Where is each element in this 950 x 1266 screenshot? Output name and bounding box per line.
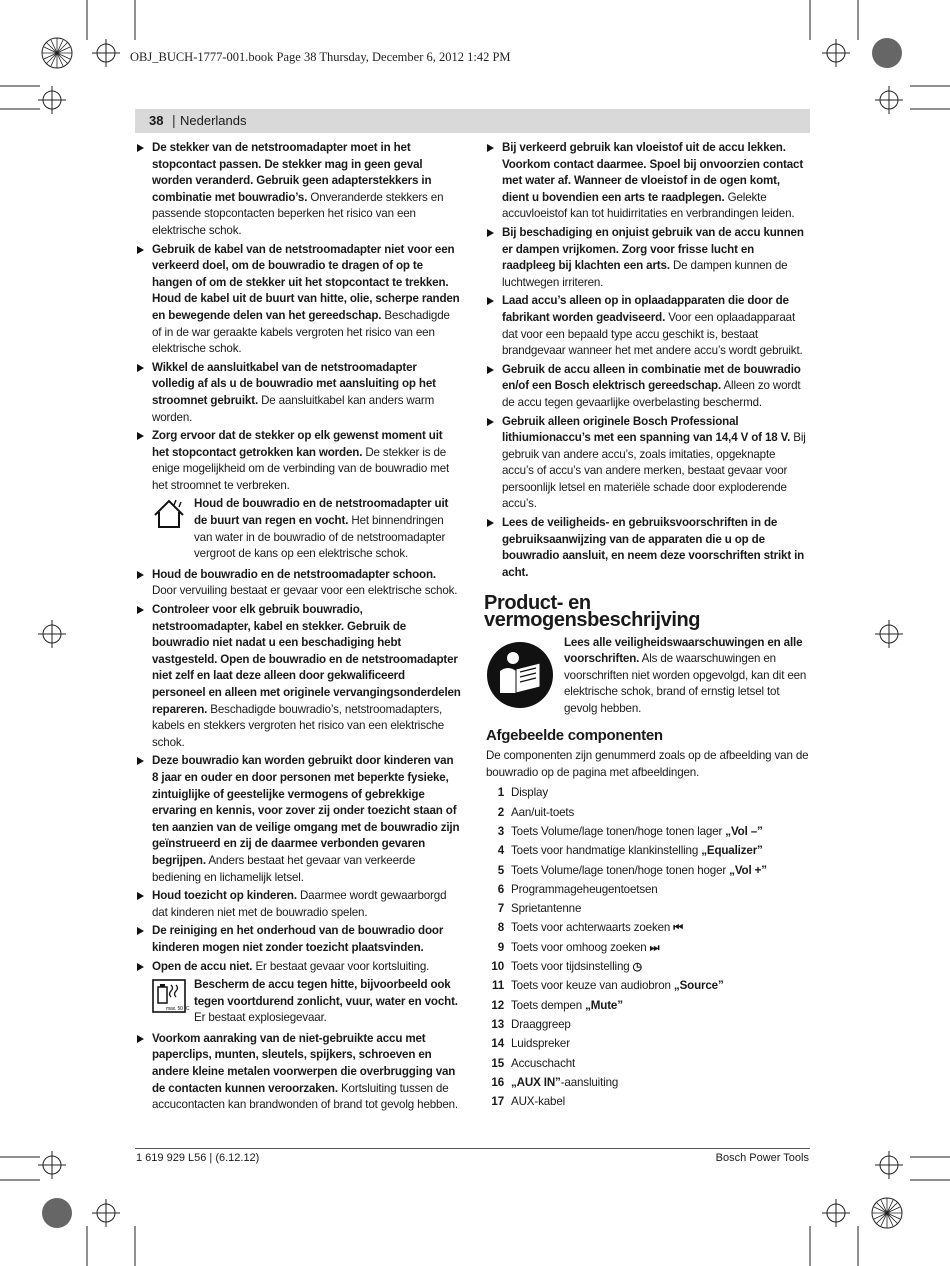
component-item [486, 901, 809, 920]
component-number: 9 [497, 940, 504, 954]
component-item [486, 978, 809, 997]
component-label: Toets voor omhoog zoeken [511, 940, 647, 954]
safety-bullet: Wikkel de aansluitkabel van de netstroomadapter volledig af als u de bouwradio met aansluiting op het stroomnet gebruikt. De aansluitkabel kan anders warm worden. [136, 360, 461, 426]
safety-bullet: Gebruik alleen originele Bosch Professional lithiumionaccu’s met een spanning van 14,4 V of 18 V. Bij gebruik van andere accu’s, zoals imitaties, opgeknapte accu’s of accu’s van andere merken, bestaat gevaar voor persoonlijk letsel en materiële schade door exploderende accu’s. [486, 414, 809, 514]
component-number: 8 [497, 921, 504, 935]
component-label: Toets dempen [511, 998, 586, 1012]
components-list [486, 785, 809, 1113]
component-item [486, 998, 809, 1017]
component-number: 17 [491, 1095, 504, 1109]
component-item [486, 1056, 809, 1075]
footer-brand: Bosch Power Tools [715, 1152, 809, 1164]
component-key-label: „Source” [673, 979, 724, 993]
safety-bullet: Houd toezicht op kinderen. Daarmee wordt gewaarborgd dat kinderen niet met de bouwradio spelen. [136, 888, 461, 921]
safety-bullet: Deze bouwradio kan worden gebruikt door kinderen van 8 jaar en ouder en door personen met beperkte fysieke, zintuiglijke of geestelijke vermogens of gebrekkige ervaring en kennis, voor zover zij onder toezicht staan of ten aanzien van de veilige omgang met de bouwradio zijn geïnstrueerd en zij de daarmee verbonden gevaren begrijpen. Anders bestaat het gevaar van verkeerde bediening en lichamelijk letsel. [136, 753, 461, 886]
component-key-label: „Vol +” [729, 863, 767, 877]
safety-bullet: Voorkom aanraking van de niet-gebruikte accu met paperclips, munten, sleutels, spijkers, schroeven en andere kleine metalen voorwerpen die overbrugging van de contacten kunnen veroorzaken. Kortsluiting tussen de accucontacten kan brandwonden of brand tot gevolg hebben. [136, 1031, 461, 1114]
component-key-label: „AUX IN” [511, 1075, 561, 1089]
house-rain-icon [152, 498, 186, 530]
component-item [486, 824, 809, 843]
header-separator: | [172, 112, 176, 128]
component-item [486, 940, 809, 959]
component-number: 4 [497, 844, 504, 858]
component-key-label: „Vol –” [725, 824, 763, 838]
safety-bullet: Lees de veiligheids- en gebruiksvoorschriften in de gebruiksaanwijzing van de apparaten die u op de bouwradio aansluit, en neem deze voorschriften strikt in acht. [486, 515, 809, 581]
safety-bullet: Bij verkeerd gebruik kan vloeistof uit de accu lekken. Voorkom contact daarmee. Spoel bij onvoorzien contact met water af. Wanneer de vloeistof in de ogen komt, dient u bovendien een arts te raadplegen. Gelekte accuvloeistof kan tot huidirritaties en verbrandingen leiden. [486, 140, 809, 223]
read-manual-note: Lees alle veiligheidswaarschuwingen en alle voorschriften. Als de waarschuwingen en voorschriften niet worden opgevolgd, kan dit een elektrische schok, brand of ernstig letsel tot gevolg hebben. [486, 635, 809, 718]
component-label: Accuschacht [511, 1056, 576, 1070]
component-number: 6 [497, 882, 504, 896]
component-item [486, 959, 809, 978]
component-item [486, 920, 809, 939]
read-manual-icon [486, 641, 554, 709]
component-item [486, 1094, 809, 1113]
battery-heat-note: max. 50 °C Bescherm de accu tegen hitte, bijvoorbeeld ook tegen voortdurend zonlicht, vuur, water en vocht. Er bestaat explosiegevaar. [136, 977, 461, 1027]
component-item [486, 863, 809, 882]
component-symbol-icon: ◷ [632, 961, 642, 974]
component-number: 16 [491, 1075, 504, 1089]
component-label: Draaggreep [511, 1017, 571, 1031]
component-label: Toets Volume/lage tonen/hoge tonen lager [511, 824, 726, 838]
component-key-label: „Mute” [585, 998, 623, 1012]
component-label: Programmageheugentoetsen [511, 882, 658, 896]
component-label: Toets Volume/lage tonen/hoge tonen hoger [511, 863, 730, 877]
component-label: Display [511, 786, 548, 800]
components-intro: De componenten zijn genummerd zoals op de afbeelding van de bouwradio op de pagina met afbeeldingen. [486, 749, 809, 779]
component-label: Aan/uit-toets [511, 805, 575, 819]
footer-rule [135, 1148, 810, 1149]
safety-bullet: Gebruik de kabel van de netstroomadapter niet voor een verkeerd doel, om de bouwradio te dragen of op te hangen of om de stekker uit het stopcontact te trekken. Houd de kabel uit de buurt van hitte, olie, scherpe randen en bewegende delen van het gereedschap. Beschadigde of in de war geraakte kabels vergroten het risico van een elektrische schok. [136, 242, 461, 358]
component-number: 14 [491, 1037, 504, 1051]
safety-bullet: Open de accu niet. Er bestaat gevaar voor kortsluiting. [136, 959, 461, 976]
safety-bullet: Bij beschadiging en onjuist gebruik van de accu kunnen er dampen vrijkomen. Zorg voor frisse lucht en raadpleeg bij klachten een arts. De dampen kunnen de luchtwegen irriteren. [486, 225, 809, 291]
component-number: 11 [492, 979, 504, 993]
component-item [486, 805, 809, 824]
component-label: Sprietantenne [511, 902, 582, 916]
component-label: Toets voor tijdsinstelling [511, 960, 630, 974]
header-language: Nederlands [180, 113, 247, 128]
component-number: 5 [497, 863, 504, 877]
svg-text:max. 50 °C: max. 50 °C [166, 1006, 190, 1013]
rain-warning-note: Houd de bouwradio en de netstroomadapter uit de buurt van regen en vocht. Het binnendringen van water in de bouwradio of de netstroomadapter vergroot de kans op een elektrische schok. [136, 496, 461, 562]
component-label: AUX-kabel [511, 1095, 566, 1109]
page-number: 38 [149, 113, 164, 128]
safety-bullet: Zorg ervoor dat de stekker op elk gewenst moment uit het stopcontact getrokken kan worden. De stekker is de enige mogelijkheid om de verbinding van de bouwradio met het stroomnet te verbreken. [136, 428, 461, 494]
safety-bullet: De stekker van de netstroomadapter moet in het stopcontact passen. De stekker mag in geen geval worden veranderd. Gebruik geen adapterstekkers in combinatie met bouwradio’s. Onveranderde stekkers en passende stopcontacten beperken het risico van een elektrische schok. [136, 140, 461, 240]
component-item [486, 785, 809, 804]
component-label: Luidspreker [511, 1037, 570, 1051]
component-item [486, 1036, 809, 1055]
component-label: Toets voor achterwaarts zoeken [511, 921, 671, 935]
footer-doc-number: 1 619 929 L56 | (6.12.12) [136, 1152, 260, 1164]
safety-bullet: Houd de bouwradio en de netstroomadapter schoon. Door vervuiling bestaat er gevaar voor een elektrische schok. [136, 567, 461, 600]
section-title: Product- en vermogensbeschrijving [484, 592, 701, 632]
component-label: -aansluiting [560, 1075, 619, 1089]
component-number: 10 [491, 960, 504, 974]
component-number: 13 [491, 1017, 504, 1031]
battery-heat-icon [152, 979, 190, 1013]
component-label: Toets voor keuze van audiobron [511, 979, 674, 993]
safety-bullet: Gebruik de accu alleen in combinatie met de bouwradio en/of een Bosch elektrisch gereedschap. Alleen zo wordt de accu tegen gevaarlijke overbelasting beschermd. [486, 362, 809, 412]
component-number: 7 [497, 902, 504, 916]
component-number: 3 [497, 824, 504, 838]
left-column [136, 140, 461, 1116]
safety-bullet: Controleer voor elk gebruik bouwradio, netstroomadapter, kabel en stekker. Gebruik de bouwradio niet nadat u een beschadiging hebt vastgesteld. Open de bouwradio en de netstroomadapter niet zelf en laat deze alleen door gekwalificeerd personeel en alleen met originele vervangingsonderdelen repareren. Beschadigde bouwradio’s, netstroomadapters, kabels en stekkers vergroten het risico van een elektrische schok. [136, 602, 461, 751]
component-symbol-icon: ⏮ [673, 922, 683, 935]
component-number: 15 [491, 1056, 504, 1070]
component-key-label: „Equalizer” [701, 844, 763, 858]
prepress-slug: OBJ_BUCH-1777-001.book Page 38 Thursday, December 6, 2012 1:42 PM [130, 50, 511, 64]
right-column [486, 140, 809, 1113]
component-item [486, 843, 809, 862]
safety-bullet: Laad accu’s alleen op in oplaadapparaten die door de fabrikant worden geadviseerd. Voor een oplaadapparaat dat voor een bepaald type accu geschikt is, bestaat brandgevaar wanneer het met andere accu’s wordt gebruikt. [486, 293, 809, 359]
component-item [486, 882, 809, 901]
safety-bullet: De reiniging en het onderhoud van de bouwradio door kinderen mogen niet zonder toezicht plaatsvinden. [136, 923, 461, 956]
component-item [486, 1017, 809, 1036]
running-header [135, 109, 810, 133]
component-symbol-icon: ⏭ [649, 941, 660, 954]
component-number: 12 [491, 998, 504, 1012]
component-item [486, 1075, 809, 1094]
component-label: Toets voor handmatige klankinstelling [511, 844, 702, 858]
components-heading: Afgebeelde componenten [486, 726, 663, 744]
component-number: 1 [497, 786, 504, 800]
component-number: 2 [497, 805, 504, 819]
